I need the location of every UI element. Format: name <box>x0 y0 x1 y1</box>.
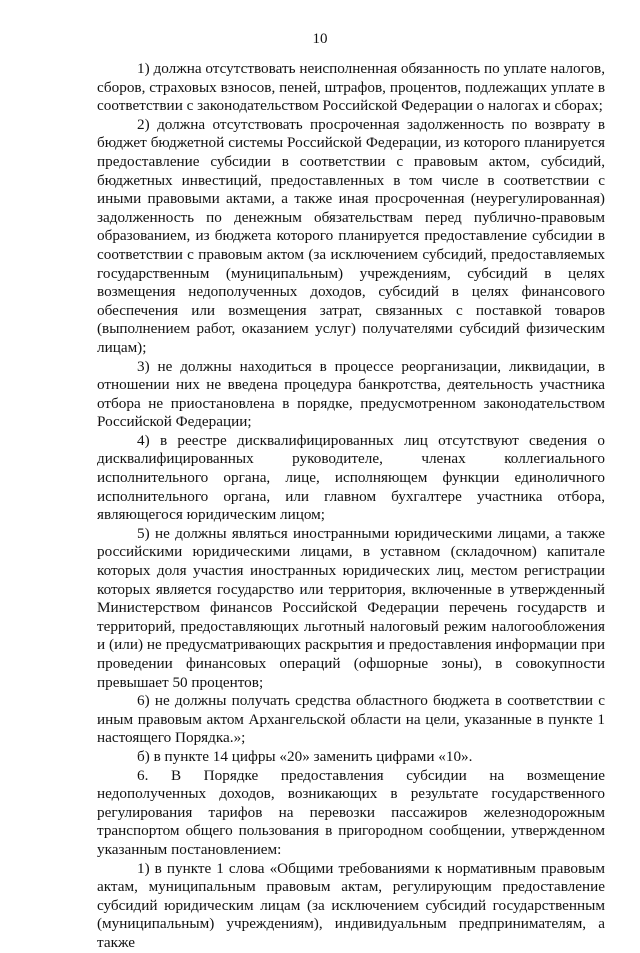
paragraph-section-6-item-1: 1) в пункте 1 слова «Общими требованиями к нормативным правовым актам, муниципальным правовым актам, регулирующим предоставление субсидий юридическим лицам (за исключением субсидий государственным (муниципальным) учреждениям), индивидуальным предпринимателям, а также <box>97 859 605 951</box>
page-number: 10 <box>312 31 328 47</box>
paragraph-section-6: 6. В Порядке предоставления субсидии на возмещение недополученных доходов, возникающих в результате государственного регулирования тарифов на перевозки пассажиров железнодорожным транспортом общего пользования в пригородном сообщении, утвержденном указанным постановлением: <box>97 766 605 858</box>
paragraph-item-4: 4) в реестре дисквалифицированных лиц отсутствуют сведения о дисквалифицированных руководителе, членах коллегиального исполнительного органа, лице, исполняющем функции единоличного исполнительного органа, или главном бухгалтере участника отбора, являющегося юридическим лицом; <box>97 431 605 524</box>
paragraph-item-3: 3) не должны находиться в процессе реорганизации, ликвидации, в отношении них не введена процедура банкротства, деятельность участника отбора не приостановлена в порядке, предусмотренном законодательством Российской Федерации; <box>97 357 605 431</box>
paragraph-item-1: 1) должна отсутствовать неисполненная обязанность по уплате налогов, сборов, страховых взносов, пеней, штрафов, процентов, подлежащих уплате в соответствии с законодательством Российской Федерации о налогах и сборах; <box>97 60 605 115</box>
paragraph-item-2: 2) должна отсутствовать просроченная задолженность по возврату в бюджет бюджетной системы Российской Федерации, из которого планируется предоставление субсидии в соответствии с правовым актом, субсидий, бюджетных инвестиций, предоставленных в том числе в соответствии с иными правовыми актами, а также иная просроченная (неурегулированная) задолженность по денежным обязательствам перед публично-правовым образованием, из бюджета которого планируется предоставление субсидии в соответствии с правовым актом (за исключением субсидий, предоставляемых государственным (муниципальным) учреждениям, субсидий в целях возмещения недополученных доходов, субсидий в целях финансового обеспечения или возмещения затрат, связанных с поставкой товаров (выполнением работ, оказанием услуг) получателями субсидий физическим лицам); <box>97 115 605 356</box>
document-body <box>97 60 605 953</box>
paragraph-item-6: 6) не должны получать средства областного бюджета в соответствии с иным правовым актом Архангельской области на цели, указанные в пункте 1 настоящего Порядка.»; <box>97 692 605 747</box>
paragraph-subitem-b: б) в пункте 14 цифры «20» заменить цифрами «10». <box>137 747 473 765</box>
paragraph-item-5: 5) не должны являться иностранными юридическими лицами, а также российскими юридическими лицами, в уставном (складочном) капитале которых доля участия иностранных юридических лиц, местом регистрации которых является государство или территория, включенные в утвержденный Министерством финансов Российской Федерации перечень государств и территорий, предоставляющих льготный налоговый режим налогообложения и (или) не предусматривающих раскрытия и предоставления информации при проведении финансовых операций (офшорные зоны), в совокупности превышает 50 процентов; <box>97 524 605 691</box>
